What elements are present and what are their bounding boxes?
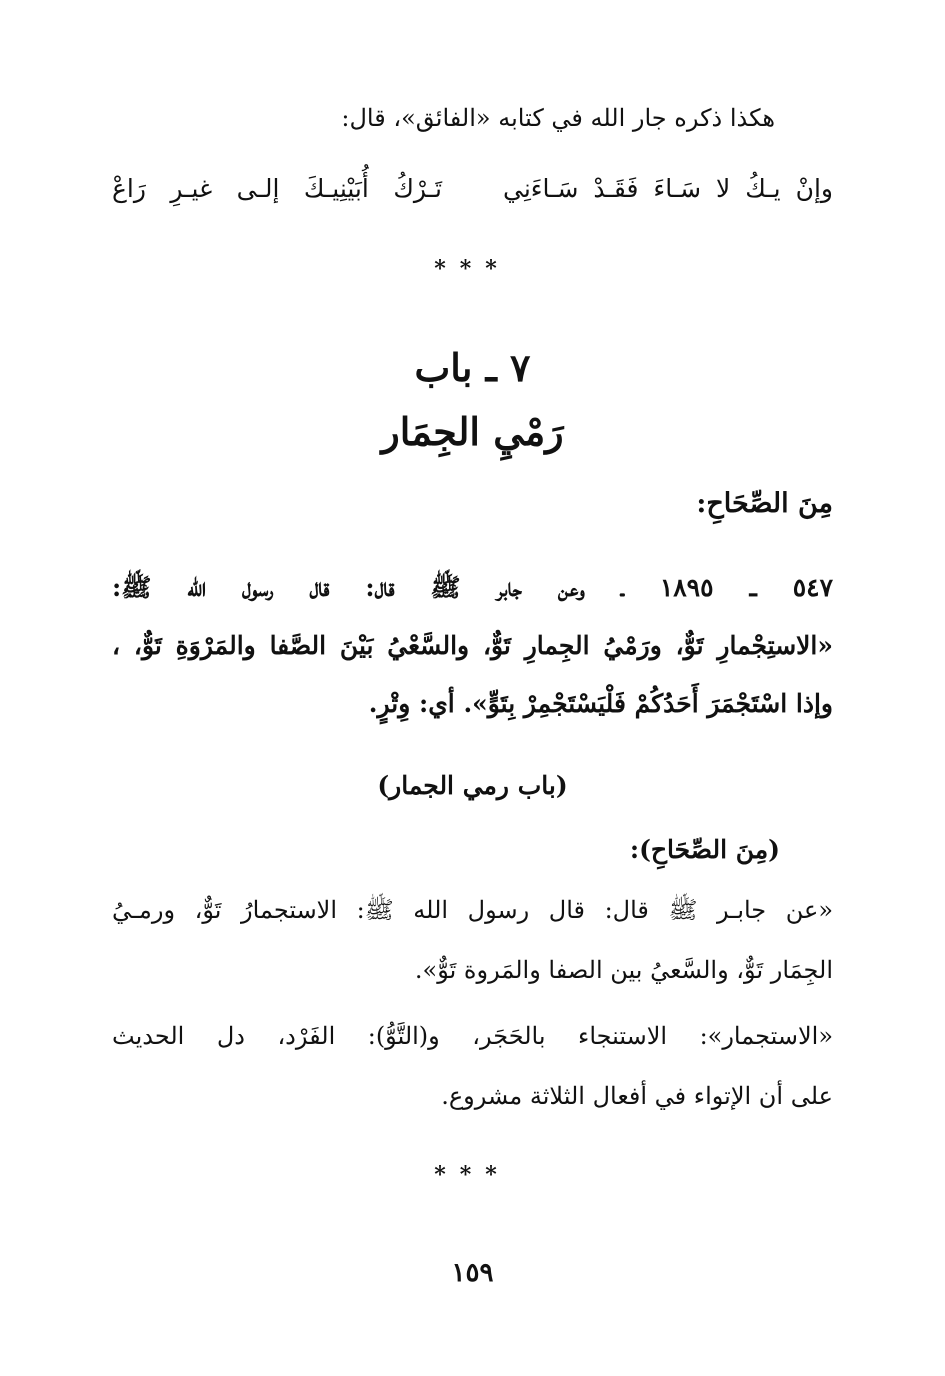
- section-separator-bottom: ***: [434, 1162, 511, 1188]
- hadith-line-1: ٥٤٧ ـ ١٨٩٥ ـ وعن جابر ﷺ قال: قال رسول الله ﷺ:: [112, 573, 834, 602]
- chapter-title: رَمْيِ الجِمَار: [381, 409, 564, 454]
- page-number: ١٥٩: [451, 1258, 494, 1288]
- commentary-subheading: (مِنَ الصِّحَاحِ):: [629, 835, 780, 864]
- section-separator: ***: [434, 256, 511, 282]
- hadith-line-3: وإذا اسْتَجْمَرَ أَحَدُكُمْ فَلْيَسْتَجْمِرْ بِتَوٍّ». أي: وِتْرٍ.: [368, 689, 833, 718]
- hadith-line-2: «الاستِجْمارِ تَوٌّ، ورَمْيُ الجِمارِ تَوٌّ، والسَّعْيُ بَيْنَ الصَّفا والمَرْوَةِ تَوٌّ، ،: [112, 631, 833, 660]
- verse-second-hemistich: تَـرْكُ أُبَيْنِيـكَ إلـى غيـرِ رَاعْ: [112, 174, 442, 203]
- chapter-number: ٧ ـ باب: [414, 345, 531, 390]
- intro-line: هكذا ذكره جار الله في كتابه «الفائق»، قال:: [341, 104, 775, 132]
- commentary-paragraph-2-line-2: على أن الإتواء في أفعال الثلاثة مشروع.: [441, 1082, 833, 1110]
- source-heading: مِنَ الصِّحَاحِ:: [696, 488, 833, 519]
- poetry-verse: [112, 164, 833, 214]
- verse-first-hemistich: وإنْ يـكُ لا سَـاءَ فَقَـدْ سَـاءَنِي: [503, 174, 833, 203]
- commentary-heading: (باب رمي الجمار): [377, 771, 568, 800]
- commentary-paragraph-2-line-1: «الاستجمار»: الاستنجاء بالحَجَر، و(التَّوُّ): الفَرْد، دل الحديث: [112, 1022, 833, 1050]
- commentary-paragraph-1-line-2: الجِمَار تَوٌّ، والسَّعيُ بين الصفا والمَروة تَوٌّ».: [414, 956, 833, 984]
- commentary-paragraph-1-line-1: «عن جابـر ﷺ قال: قال رسول الله ﷺ: الاستجمارُ تَوٌّ، ورمـيُ: [112, 896, 833, 924]
